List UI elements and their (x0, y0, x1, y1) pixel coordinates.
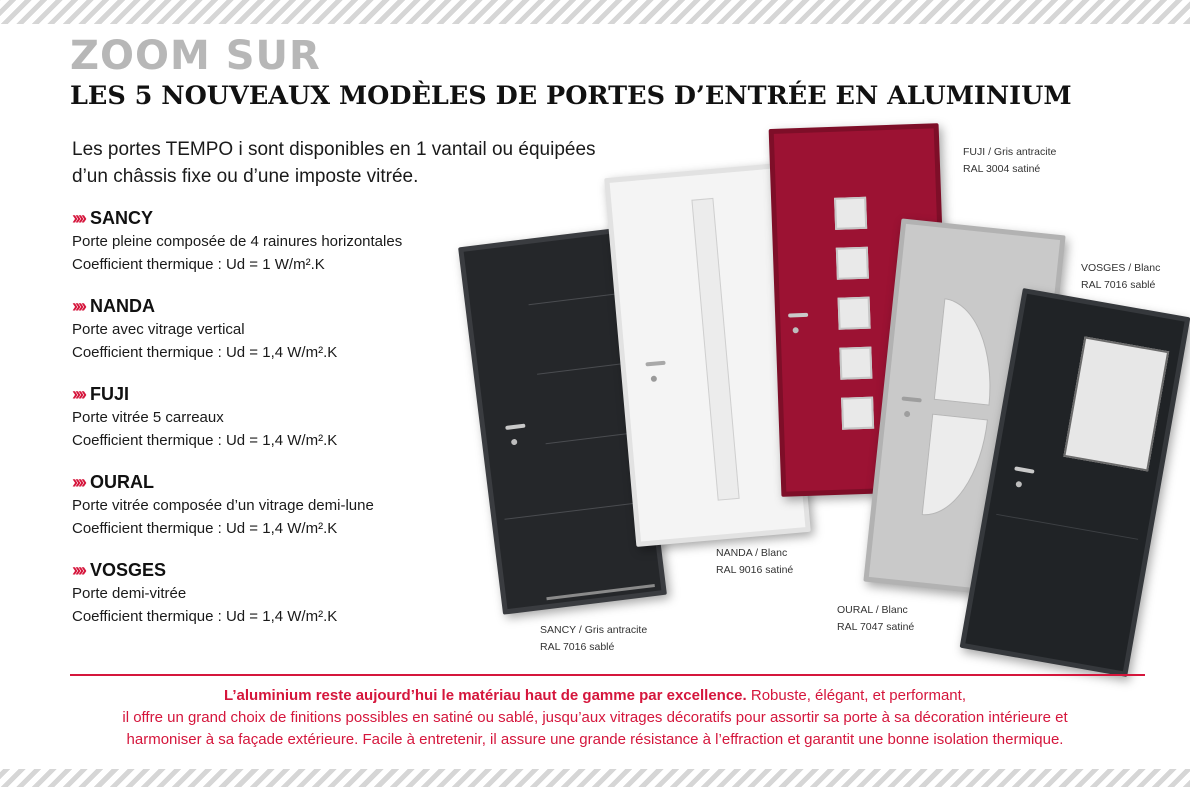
door-groove (546, 432, 634, 444)
intro-line-1: Les portes TEMPO i sont disponibles en 1 vantail ou équipées (72, 139, 596, 160)
caption-line: RAL 7016 sablé (540, 641, 615, 653)
arrow-icon: ›››› (72, 296, 84, 316)
caption-line: RAL 7016 sablé (1081, 279, 1156, 291)
model-vosges (72, 558, 492, 646)
caption-line: RAL 9016 satiné (716, 564, 794, 576)
door-lock (651, 376, 658, 383)
arrow-icon: ›››› (72, 208, 84, 228)
door-handle (1014, 466, 1034, 473)
intro-line-2: d’un châssis fixe ou d’une imposte vitrée. (72, 166, 419, 187)
door-groove (996, 514, 1138, 540)
model-name: VOSGES (89, 560, 167, 580)
door-groove (537, 363, 625, 375)
model-list (72, 206, 492, 646)
door-glass-square (839, 347, 872, 380)
caption-line: OURAL / Blanc (837, 604, 908, 616)
door-groove (504, 502, 642, 520)
door-groove (529, 293, 617, 305)
model-sancy (72, 206, 492, 294)
door-half-moon-glazing-bottom (922, 414, 988, 521)
door-half-moon-glazing-top (934, 298, 1000, 405)
door-half-glazing (1063, 336, 1169, 471)
model-thermal: Coefficient thermique : Ud = 1,4 W/m².K (72, 344, 338, 361)
model-description: Porte vitrée composée d’un vitrage demi-lune (72, 497, 374, 514)
model-name: SANCY (89, 208, 153, 228)
caption-line: RAL 7047 satiné (837, 621, 915, 633)
door-glass-square (838, 297, 871, 330)
footer-line-3: harmoniser à sa façade extérieure. Facile à entretenir, il assure une grande résistance à l’effraction et garantit une bonne isolation thermique. (126, 731, 1064, 748)
headline: LES 5 NOUVEAUX MODÈLES DE PORTES D’ENTRÉE EN ALUMINIUM (70, 81, 1072, 111)
model-thermal: Coefficient thermique : Ud = 1 W/m².K (72, 256, 325, 273)
model-oural (72, 470, 492, 558)
door-vertical-glazing (691, 198, 739, 501)
arrow-icon: ›››› (72, 384, 84, 404)
model-name: OURAL (89, 472, 154, 492)
caption-fuji (963, 144, 1056, 178)
arrow-icon: ›››› (72, 560, 84, 580)
caption-line: RAL 3004 satiné (963, 163, 1041, 175)
model-nanda (72, 294, 492, 382)
model-description: Porte demi-vitrée (72, 585, 187, 602)
door-handle (788, 313, 808, 318)
door-handle (645, 361, 665, 367)
caption-nanda (716, 545, 793, 579)
bottom-stripe-band (0, 769, 1190, 787)
caption-line: SANCY / Gris antracite (540, 624, 648, 636)
model-thermal: Coefficient thermique : Ud = 1,4 W/m².K (72, 520, 338, 537)
model-thermal: Coefficient thermique : Ud = 1,4 W/m².K (72, 432, 338, 449)
door-lock (1015, 481, 1022, 488)
door-glass-square (834, 197, 867, 230)
door-lock (793, 327, 799, 333)
door-glass-square (836, 247, 869, 280)
caption-line: VOSGES / Blanc (1081, 262, 1161, 274)
model-description: Porte avec vitrage vertical (72, 321, 245, 338)
caption-sancy (540, 622, 647, 656)
door-handle (505, 424, 525, 430)
footer-rest-1: Robuste, élégant, et performant, (746, 687, 966, 704)
caption-line: NANDA / Blanc (716, 547, 788, 559)
model-description: Porte pleine composée de 4 rainures horizontales (72, 233, 403, 250)
model-thermal: Coefficient thermique : Ud = 1,4 W/m².K (72, 608, 338, 625)
footer-line-2: il offre un grand choix de finitions possibles en satiné ou sablé, jusqu’aux vitrages décoratifs pour assortir sa porte à sa décoration intérieure et (122, 709, 1068, 726)
arrow-icon: ›››› (72, 472, 84, 492)
door-handle (902, 396, 922, 402)
door-lock (904, 411, 911, 418)
model-name: NANDA (89, 296, 155, 316)
footer-text (20, 685, 1170, 751)
footer-bold: L’aluminium reste aujourd’hui le matériau haut de gamme par excellence. (224, 687, 747, 704)
door-gallery (470, 118, 1190, 698)
footer-divider (70, 674, 1145, 676)
model-name: FUJI (89, 384, 129, 404)
zoom-label: ZOOM SUR (70, 33, 321, 79)
top-stripe-band (0, 0, 1190, 24)
door-glass-square (841, 397, 874, 430)
model-fuji (72, 382, 492, 470)
door-threshold (546, 584, 655, 600)
caption-line: FUJI / Gris antracite (963, 146, 1057, 158)
door-lock (511, 439, 518, 446)
caption-oural (837, 602, 914, 636)
caption-vosges (1081, 260, 1160, 294)
model-description: Porte vitrée 5 carreaux (72, 409, 224, 426)
